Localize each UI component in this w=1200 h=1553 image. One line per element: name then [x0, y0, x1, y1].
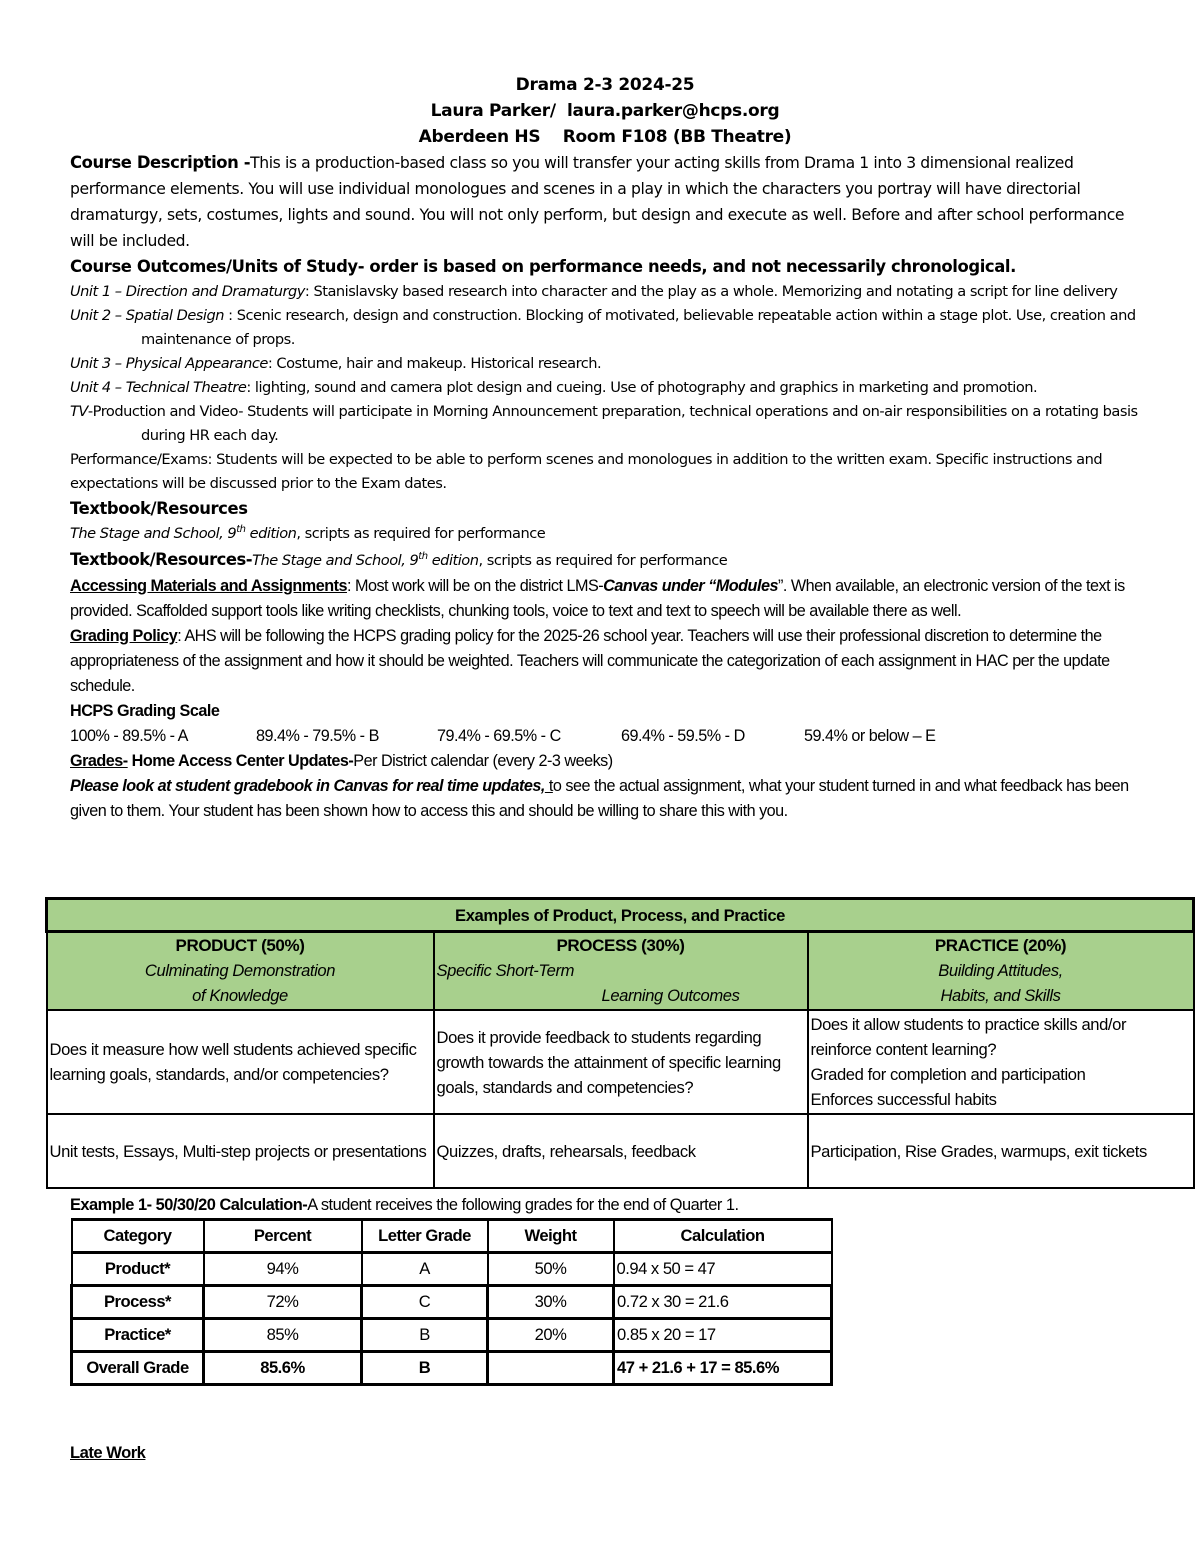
scale-c: 79.4% - 69.5% - C	[437, 727, 561, 745]
unit-3-sep: :	[267, 355, 277, 372]
book-title: The Stage and School	[70, 525, 220, 542]
textbook-heading-2: Textbook/Resources-	[70, 550, 253, 569]
book-edition-sup: th	[236, 524, 246, 536]
col-calculation: Calculation	[614, 1220, 832, 1253]
grades-hac	[70, 749, 1140, 774]
row-calculation: 0.94 x 50 = 47	[614, 1253, 832, 1286]
unit-2-sep: :	[228, 307, 237, 324]
row-calculation: 0.72 x 30 = 21.6	[614, 1286, 832, 1319]
grading-policy-label: Grading Policy	[70, 627, 178, 645]
practice-question-3: Enforces successful habits	[810, 1090, 997, 1109]
grading-scale	[70, 724, 1140, 749]
performance-exams: Performance/Exams: Students will be expected to be able to perform scenes and monologues in addition to the written exam. Specific instructions and expectations will be discussed prior to the Exam dates.	[70, 451, 1103, 492]
course-title: Drama 2-3 2024-25	[515, 75, 695, 95]
unit-1-label: Unit 1 – Direction and Dramaturgy	[70, 283, 305, 300]
grading-policy	[70, 624, 1140, 699]
practice-question-cell	[808, 1010, 1194, 1114]
textbook-line	[70, 522, 1140, 546]
row-percent: 85%	[204, 1319, 362, 1352]
grading-scale-heading: HCPS Grading Scale	[70, 702, 220, 720]
book-title-2: The Stage and School	[252, 552, 402, 569]
process-sub-1: Specific Short-Term	[436, 961, 574, 980]
example-label: Example 1- 50/30/20 Calculation-	[70, 1196, 308, 1214]
row-percent: 94%	[204, 1253, 362, 1286]
product-examples: Unit tests, Essays, Multi-step projects or presentations	[47, 1114, 434, 1188]
row-letter: B	[362, 1352, 488, 1385]
unit-1-sep: :	[304, 283, 314, 300]
product-sub-1: Culminating Demonstration	[144, 961, 336, 980]
textbook-heading: Textbook/Resources	[70, 499, 248, 518]
row-percent: 72%	[204, 1286, 362, 1319]
table-row-total	[72, 1352, 832, 1385]
textbook-line-2	[70, 546, 1140, 574]
book-edition-post-2: edition	[427, 552, 479, 569]
unit-4	[70, 376, 1140, 400]
course-description-text: This is a production-based class so you will transfer your acting skills from Drama 1 into 3 dimensional realized performance elements. You will use individual monologues and scenes in a play in which the characters you portray will have directorial dramaturgy, sets, costumes, lights and sound. You will not only perform, but design and execute as well. Before and after school performance will be included.	[70, 154, 1125, 250]
book-edition-sup-2: th	[418, 551, 428, 563]
row-category: Process*	[72, 1286, 204, 1319]
row-weight	[488, 1352, 614, 1385]
col-category: Category	[72, 1220, 204, 1253]
col-percent: Percent	[204, 1220, 362, 1253]
process-question: Does it provide feedback to students regarding growth towards the attainment of specific learning goals, standards and competencies?	[434, 1010, 808, 1114]
row-category: Practice*	[72, 1319, 204, 1352]
scale-b: 89.4% - 79.5% - B	[256, 727, 379, 745]
grading-policy-text: : AHS will be following the HCPS grading policy for the 2025-26 school year. Teachers will use their professional discretion to determine the appropriateness of the assignment and how it should be weighted. Teachers will communicate the categorization of each assignment in HAC per the update schedule.	[70, 627, 1110, 695]
row-weight: 50%	[488, 1253, 614, 1286]
practice-sub-2: Habits, and Skills	[940, 986, 1061, 1005]
course-description-label: Course Description -	[70, 153, 251, 172]
col-letter-grade: Letter Grade	[362, 1220, 488, 1253]
accessing-text-1: : Most work will be on the district LMS-	[346, 577, 604, 595]
table-row	[72, 1286, 832, 1319]
product-sub-2: of Knowledge	[192, 986, 288, 1005]
unit-4-label: Unit 4 – Technical Theatre	[70, 379, 247, 396]
unit-3-text: Costume, hair and makeup. Historical research.	[276, 355, 602, 372]
accessing-text-2: ”. When available, an electronic version of the text is provided. Scaffolded support tools like writing checklists, chunking tools, voice to text and text to speech will be available there as well.	[70, 577, 1125, 620]
canvas-rest: o see the actual assignment, what your student turned in and what feedback has been given to them. Your student has been shown how to access this and should be willing to share this with you.	[70, 777, 1129, 820]
table-row	[72, 1319, 832, 1352]
accessing-canvas: Canvas under “Modules	[603, 577, 778, 595]
unit-tv-label: TV	[70, 403, 88, 420]
canvas-rest-u: t	[544, 777, 553, 795]
book-rest-2: , scripts as required for performance	[478, 552, 728, 569]
unit-4-sep: :	[246, 379, 255, 396]
row-calculation: 0.85 x 20 = 17	[614, 1319, 832, 1352]
grades-hac-text: Per District calendar (every 2-3 weeks)	[353, 752, 613, 770]
unit-1-text: Stanislavsky based research into character and the play as a whole. Memorizing and notating a script for line delivery	[313, 283, 1118, 300]
book-edition-post: edition	[245, 525, 297, 542]
row-percent: 85.6%	[204, 1352, 362, 1385]
process-examples: Quizzes, drafts, rehearsals, feedback	[434, 1114, 808, 1188]
book-edition-pre-2: , 9	[401, 552, 419, 569]
practice-heading: PRACTICE (20%)	[934, 936, 1067, 955]
row-weight: 20%	[488, 1319, 614, 1352]
product-question: Does it measure how well students achieved specific learning goals, standards, and/or competencies?	[47, 1010, 434, 1114]
product-header	[47, 932, 434, 1011]
accessing-label: Accessing Materials and Assignments	[70, 577, 347, 595]
row-weight: 30%	[488, 1286, 614, 1319]
scale-d: 69.4% - 59.5% - D	[621, 727, 745, 745]
grades-hac-label: Home Access Center Updates-	[127, 752, 354, 770]
row-letter: C	[362, 1286, 488, 1319]
row-letter: A	[362, 1253, 488, 1286]
outcomes-heading: Course Outcomes/Units of Study- order is based on performance needs, and not necessarily chronological.	[70, 257, 1016, 276]
book-rest: , scripts as required for performance	[296, 525, 546, 542]
practice-header	[808, 932, 1194, 1011]
calculation-table	[70, 1218, 833, 1386]
ppp-title: Examples of Product, Process, and Practice	[47, 899, 1194, 932]
unit-tv-text: -Production and Video- Students will participate in Morning Announcement preparation, technical operations and on-air responsibilities on a rotating basis during HR each day.	[87, 403, 1138, 444]
table-row	[72, 1253, 832, 1286]
row-calculation: 47 + 21.6 + 17 = 85.6%	[614, 1352, 832, 1385]
school-room: Aberdeen HS Room F108 (BB Theatre)	[418, 127, 792, 147]
process-sub-2: Learning Outcomes	[601, 986, 740, 1005]
row-category: Product*	[72, 1253, 204, 1286]
unit-4-text: lighting, sound and camera plot design and cueing. Use of photography and graphics in marketing and promotion.	[254, 379, 1038, 396]
scale-e: 59.4% or below – E	[804, 727, 936, 745]
unit-2-label: Unit 2 – Spatial Design	[70, 307, 229, 324]
example-caption	[70, 1193, 739, 1217]
teacher-contact: Laura Parker/ laura.parker@hcps.org	[430, 101, 780, 121]
unit-2	[70, 304, 1140, 352]
process-header	[434, 932, 808, 1011]
scale-a: 100% - 89.5% - A	[70, 727, 188, 745]
grades-label: Grades-	[70, 752, 128, 770]
practice-question-2: Graded for completion and participation	[810, 1065, 1086, 1084]
course-description	[70, 150, 1140, 254]
accessing-materials	[70, 574, 1140, 624]
practice-examples: Participation, Rise Grades, warmups, exit tickets	[808, 1114, 1194, 1188]
syllabus-page	[70, 72, 1140, 824]
canvas-note: Please look at student gradebook in Canvas for real time updates,	[70, 777, 545, 795]
practice-sub-1: Building Attitudes,	[938, 961, 1063, 980]
grades-canvas-note	[70, 774, 1140, 824]
row-category: Overall Grade	[72, 1352, 204, 1385]
row-letter: B	[362, 1319, 488, 1352]
unit-3	[70, 352, 1140, 376]
book-edition-pre: , 9	[219, 525, 237, 542]
col-weight: Weight	[488, 1220, 614, 1253]
unit-2-text: Scenic research, design and construction. Blocking of motivated, believable repeatable action within a stage plot. Use, creation and maintenance of props.	[141, 307, 1136, 348]
unit-1	[70, 280, 1140, 304]
process-heading: PROCESS (30%)	[556, 936, 685, 955]
ppp-table	[45, 897, 1195, 1189]
practice-question: Does it allow students to practice skills and/or reinforce content learning?	[810, 1015, 1127, 1059]
example-text: A student receives the following grades for the end of Quarter 1.	[307, 1196, 739, 1214]
unit-tv	[70, 400, 1140, 448]
late-work-heading: Late Work	[70, 1443, 146, 1462]
unit-3-label: Unit 3 – Physical Appearance	[70, 355, 268, 372]
product-heading: PRODUCT (50%)	[175, 936, 305, 955]
